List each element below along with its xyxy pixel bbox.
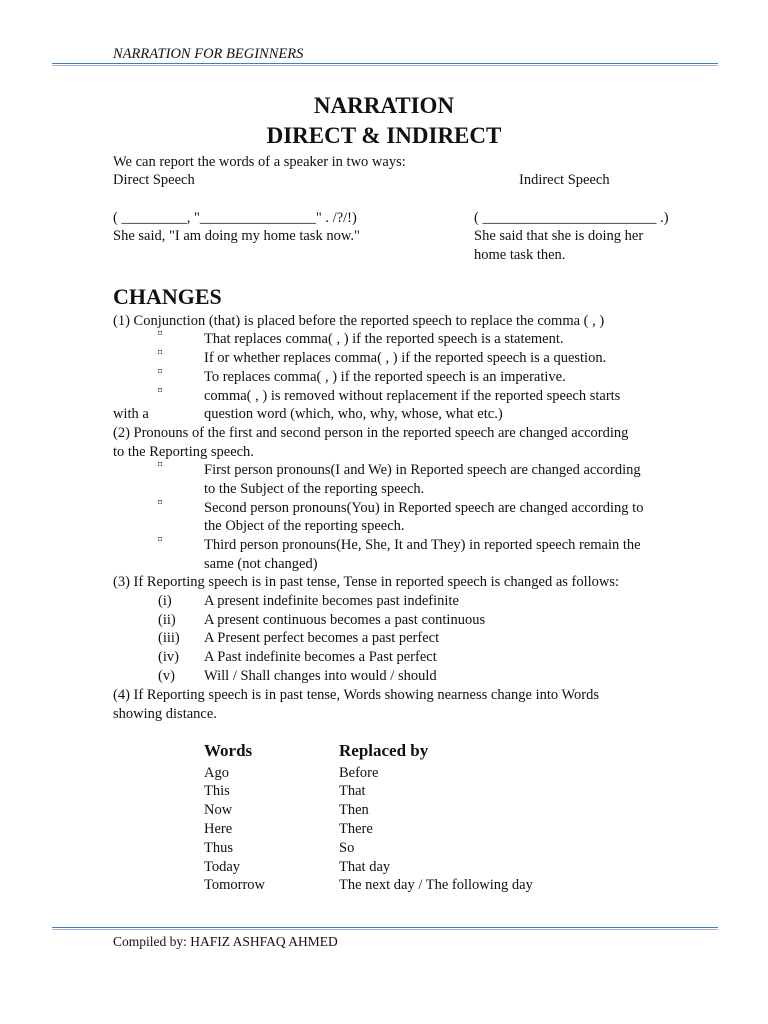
rule-2-line1: (2) Pronouns of the first and second person in the reported speech are changed according [113, 425, 629, 441]
rule-3-item-text: A present continuous becomes a past continuous [204, 612, 486, 628]
intro-text: We can report the words of a speaker in two ways: [113, 154, 406, 170]
indirect-speech-label: Indirect Speech [519, 172, 610, 188]
rule-1-bullet: comma( , ) is removed without replacement if the reported speech starts [204, 388, 621, 404]
footer-rule [52, 927, 718, 928]
bullet-icon: ⌑ [158, 367, 163, 376]
replaced-by-column-header: Replaced by [339, 741, 429, 760]
word-cell: Now [204, 802, 233, 818]
bullet-icon: ⌑ [158, 329, 163, 338]
words-column-header: Words [204, 741, 253, 760]
rule-1-bullet: That replaces comma( , ) if the reported speech is a statement. [204, 331, 564, 347]
replacement-cell: That day [339, 859, 391, 875]
word-cell: This [204, 783, 230, 799]
indirect-example-line2: home task then. [474, 247, 566, 263]
replacement-cell: That [339, 783, 366, 799]
rule-2-bullet-line1: First person pronouns(I and We) in Reported speech are changed according [204, 462, 641, 478]
header-rule [52, 63, 718, 64]
replacement-cell: Then [339, 802, 369, 818]
footer-rule-secondary [52, 929, 718, 930]
bullet-icon: ⌑ [158, 498, 163, 507]
rule-1: (1) Conjunction (that) is placed before the reported speech to replace the comma ( , ) [113, 313, 605, 329]
replacement-cell: Before [339, 765, 379, 781]
rule-3-item-text: A present indefinite becomes past indefinite [204, 593, 459, 609]
rule-2-bullet-line2: same (not changed) [204, 556, 318, 572]
rule-1-bullet: To replaces comma( , ) if the reported speech is an imperative. [204, 369, 566, 385]
changes-heading: CHANGES [113, 284, 222, 309]
page-title-line1: NARRATION [313, 93, 455, 118]
header-rule-secondary [52, 65, 718, 66]
direct-speech-label: Direct Speech [113, 172, 195, 188]
bullet-icon: ⌑ [158, 348, 163, 357]
indirect-example-line1: She said that she is doing her [474, 228, 644, 244]
word-cell: Ago [204, 765, 229, 781]
rule-1-continuation-left: with a [113, 406, 149, 422]
rule-2-line2: to the Reporting speech. [113, 444, 254, 460]
rule-3: (3) If Reporting speech is in past tense, Tense in reported speech is changed as follows: [113, 574, 620, 590]
indirect-pattern: ( ________________________ .) [474, 210, 669, 226]
replacement-cell: There [339, 821, 373, 837]
rule-3-item-num: (iii) [158, 630, 180, 646]
word-cell: Here [204, 821, 233, 837]
rule-2-bullet-line1: Third person pronouns(He, She, It and They) in reported speech remain the [204, 537, 641, 553]
direct-pattern: ( _________, "________________" . /?/!) [113, 210, 357, 226]
footer-compiled-by: Compiled by: HAFIZ ASHFAQ AHMED [113, 934, 338, 949]
running-header: NARRATION FOR BEGINNERS [113, 46, 304, 62]
rule-3-item-text: A Present perfect becomes a past perfect [204, 630, 440, 646]
rule-2-bullet-line2: the Object of the reporting speech. [204, 518, 405, 534]
direct-example: She said, "I am doing my home task now." [113, 228, 360, 244]
rule-3-item-text: Will / Shall changes into would / should [204, 668, 437, 684]
rule-4-line2: showing distance. [113, 706, 217, 722]
bullet-icon: ⌑ [158, 535, 163, 544]
word-cell: Thus [204, 840, 233, 856]
rule-3-item-num: (ii) [158, 612, 176, 628]
rule-3-item-num: (iv) [158, 649, 179, 665]
rule-2-bullet-line2: to the Subject of the reporting speech. [204, 481, 425, 497]
rule-3-item-num: (i) [158, 593, 172, 609]
rule-3-item-text: A Past indefinite becomes a Past perfect [204, 649, 437, 665]
bullet-icon: ⌑ [158, 460, 163, 469]
replacement-cell: So [339, 840, 355, 856]
word-cell: Today [204, 859, 241, 875]
rule-3-item-num: (v) [158, 668, 175, 684]
word-cell: Tomorrow [204, 877, 266, 893]
rule-1-continuation-right: question word (which, who, why, whose, what etc.) [204, 406, 503, 422]
replacement-cell: The next day / The following day [339, 877, 533, 893]
rule-4-line1: (4) If Reporting speech is in past tense, Words showing nearness change into Words [113, 687, 600, 703]
bullet-icon: ⌑ [158, 386, 163, 395]
rule-2-bullet-line1: Second person pronouns(You) in Reported speech are changed according to [204, 500, 644, 516]
page-title-line2: DIRECT & INDIRECT [266, 123, 502, 148]
rule-1-bullet: If or whether replaces comma( , ) if the reported speech is a question. [204, 350, 607, 366]
